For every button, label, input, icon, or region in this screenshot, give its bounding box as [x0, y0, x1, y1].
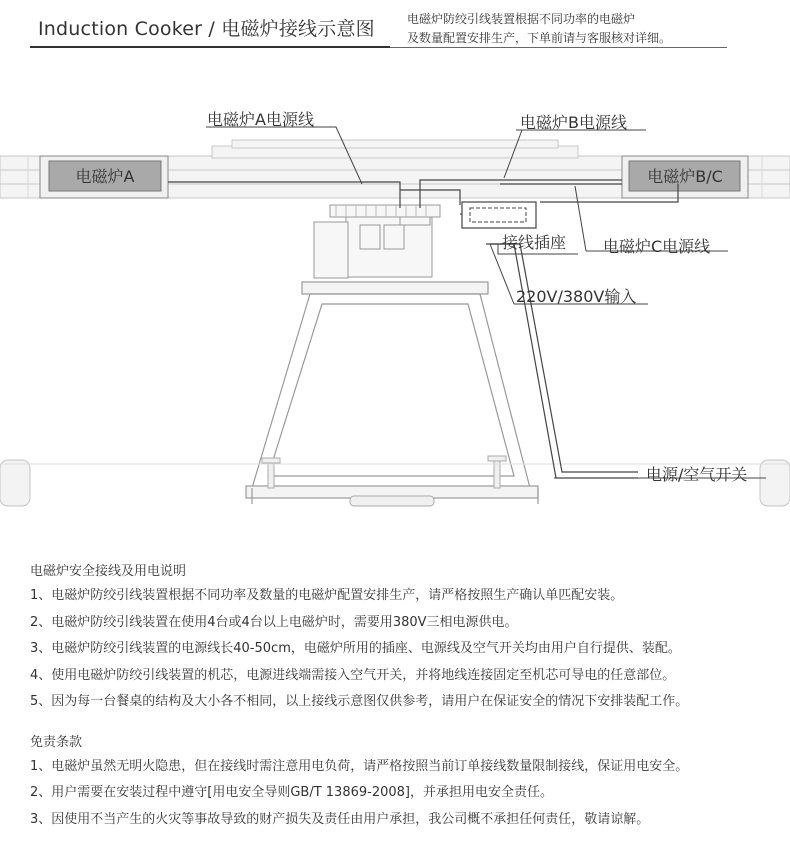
safety-title: 电磁炉安全接线及用电说明 — [30, 564, 187, 579]
label-cooker-a-power: 电磁炉A电源线 — [207, 110, 314, 129]
disclaimer-item: 2、用户需要在安装过程中遵守[用电安全导则GB/T 13869-2008]，并承担用电安全责任。 — [30, 785, 553, 800]
safety-item: 4、使用电磁炉防绞引线装置的机芯，电源进线端需接入空气开关，并将地线连接固定至机芯可导电的任意部位。 — [30, 667, 676, 683]
wiring-diagram — [0, 60, 790, 550]
disclaimer-item: 3、因使用不当产生的火灾等事故导致的财产损失及责任由用户承担，我公司概不承担任何责任，敬请谅解。 — [30, 811, 650, 827]
page-title: Induction Cooker / 电磁炉接线示意图 — [38, 18, 375, 40]
label-socket: 接线插座 — [502, 233, 567, 252]
label-power-input: 220V/380V输入 — [516, 287, 637, 306]
wiring-diagram-svg — [0, 60, 790, 550]
label-power-switch: 电源/空气开关 — [646, 465, 748, 484]
section-gap — [30, 716, 775, 732]
label-cooker-c-power: 电磁炉C电源线 — [603, 237, 711, 256]
label-cooker-b-power: 电磁炉B电源线 — [520, 113, 627, 132]
wiring-socket — [462, 202, 536, 228]
header-notice — [407, 10, 671, 48]
disclaimer-title: 免责条款 — [30, 734, 83, 750]
notice-line-2: 及数量配置安排生产，下单前请与客服核对详细。 — [407, 31, 672, 45]
safety-item: 3、电磁炉防绞引线装置的电源线长40-50cm，电磁炉所用的插座、电源线及空气开关均由用户自行提供、装配。 — [30, 641, 681, 656]
safety-item: 1、电磁炉防绞引线装置根据不同功率及数量的电磁炉配置安排生产，请严格按照生产确认单匹配安装。 — [30, 588, 624, 603]
title-underline — [30, 46, 390, 48]
safety-item: 5、因为每一台餐桌的结构及大小各不相同，以上接线示意图仅供参考，请用户在保证安全的情况下安排装配工作。 — [30, 694, 689, 709]
disclaimer-item: 1、电磁炉虽然无明火隐患，但在接线时需注意用电负荷，请严格按照当前订单接线数量限制接线，保证用电安全。 — [30, 758, 689, 774]
rotating-core — [314, 205, 440, 278]
instructions — [30, 561, 775, 833]
notice-line-1: 电磁炉防绞引线装置根据不同功率的电磁炉 — [407, 12, 636, 26]
header — [0, 0, 790, 60]
cooker-a-label: 电磁炉A — [75, 167, 135, 186]
cooker-bc-label: 电磁炉B/C — [647, 167, 723, 186]
safety-item: 2、电磁炉防绞引线装置在使用4台或4台以上电磁炉时，需要用380V三相电源供电。 — [30, 614, 518, 630]
